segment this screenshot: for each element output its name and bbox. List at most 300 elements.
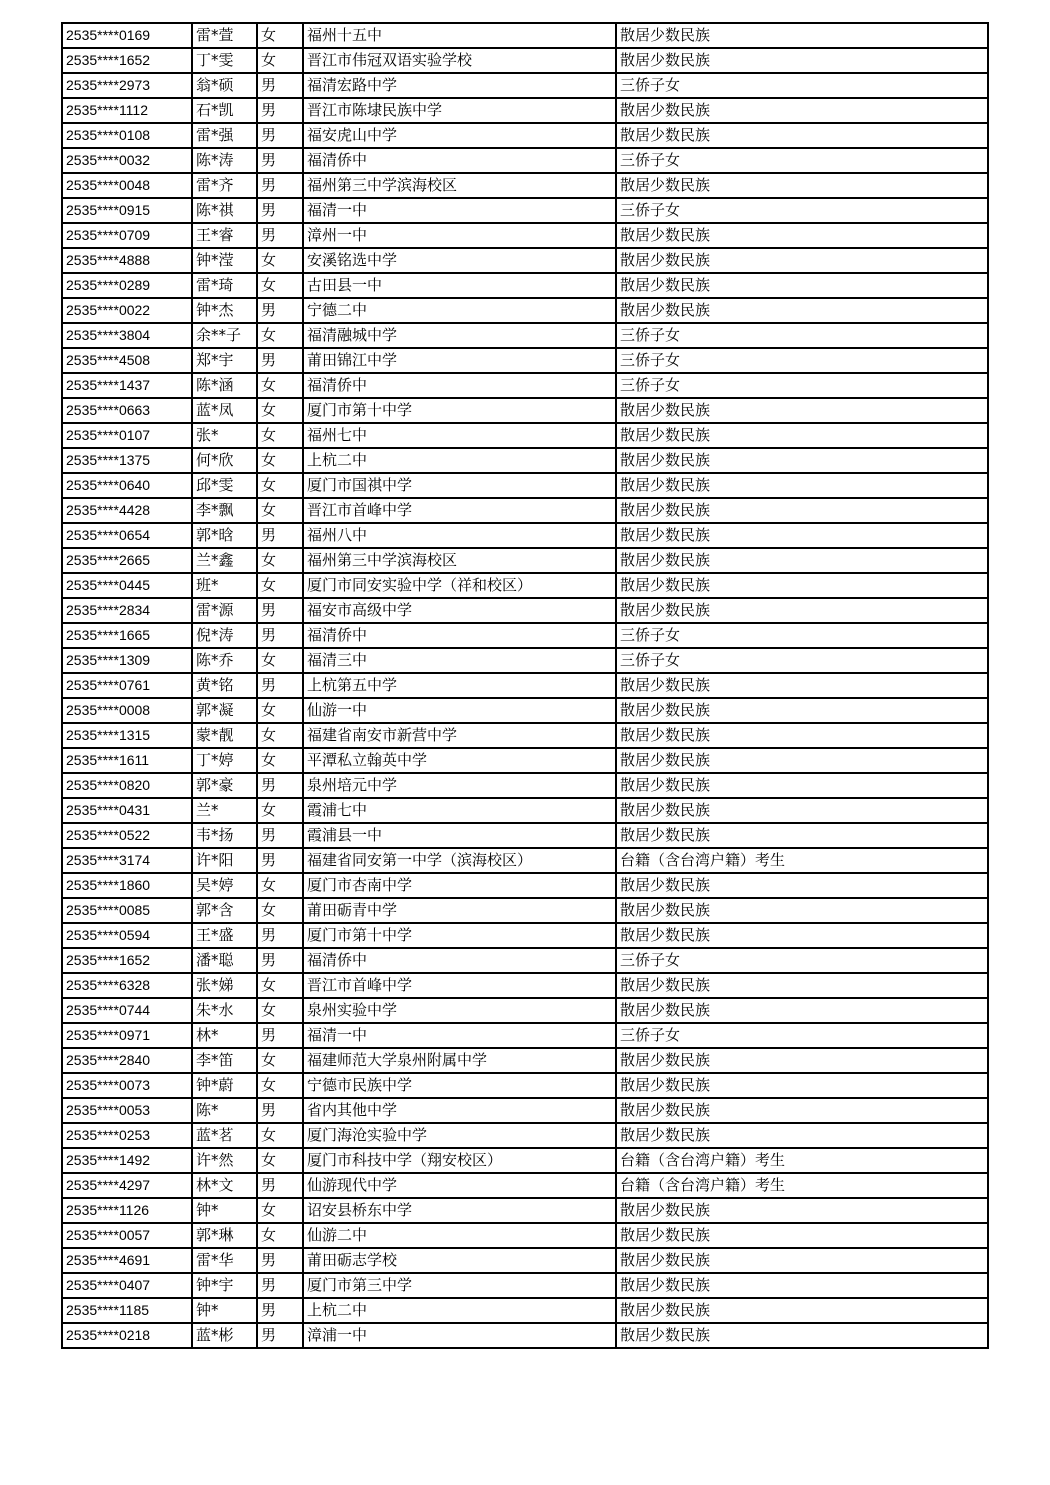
school-cell: 安溪铭选中学 xyxy=(303,248,616,273)
candidate-id-cell: 2535****1611 xyxy=(62,748,192,773)
school-cell: 漳浦一中 xyxy=(303,1323,616,1348)
table-row xyxy=(62,273,988,298)
candidate-id-cell: 2535****0253 xyxy=(62,1123,192,1148)
category-cell: 散居少数民族 xyxy=(616,123,988,148)
school-cell: 福清侨中 xyxy=(303,373,616,398)
category-cell: 散居少数民族 xyxy=(616,273,988,298)
name-cell: 兰* xyxy=(192,798,257,823)
category-cell: 散居少数民族 xyxy=(616,973,988,998)
school-cell: 泉州培元中学 xyxy=(303,773,616,798)
category-cell: 台籍（含台湾户籍）考生 xyxy=(616,1173,988,1198)
category-cell: 台籍（含台湾户籍）考生 xyxy=(616,1148,988,1173)
table-row xyxy=(62,1173,988,1198)
gender-cell: 男 xyxy=(257,1298,303,1323)
table-row xyxy=(62,798,988,823)
candidate-id-cell: 2535****0820 xyxy=(62,773,192,798)
candidate-id-cell: 2535****0744 xyxy=(62,998,192,1023)
gender-cell: 女 xyxy=(257,498,303,523)
category-cell: 散居少数民族 xyxy=(616,873,988,898)
table-row xyxy=(62,723,988,748)
candidate-id-cell: 2535****4297 xyxy=(62,1173,192,1198)
gender-cell: 女 xyxy=(257,798,303,823)
category-cell: 散居少数民族 xyxy=(616,748,988,773)
gender-cell: 男 xyxy=(257,1023,303,1048)
table-row xyxy=(62,173,988,198)
gender-cell: 女 xyxy=(257,273,303,298)
name-cell: 王*盛 xyxy=(192,923,257,948)
gender-cell: 女 xyxy=(257,573,303,598)
table-row xyxy=(62,648,988,673)
candidate-id-cell: 2535****0289 xyxy=(62,273,192,298)
category-cell: 散居少数民族 xyxy=(616,698,988,723)
table-row xyxy=(62,1198,988,1223)
name-cell: 钟*滢 xyxy=(192,248,257,273)
table-row xyxy=(62,473,988,498)
school-cell: 福州第三中学滨海校区 xyxy=(303,548,616,573)
name-cell: 黄*铭 xyxy=(192,673,257,698)
table-row xyxy=(62,448,988,473)
gender-cell: 男 xyxy=(257,1248,303,1273)
school-cell: 福州十五中 xyxy=(303,23,616,48)
gender-cell: 男 xyxy=(257,1323,303,1348)
table-row xyxy=(62,1048,988,1073)
school-cell: 厦门市第十中学 xyxy=(303,923,616,948)
candidate-id-cell: 2535****1112 xyxy=(62,98,192,123)
category-cell: 散居少数民族 xyxy=(616,1298,988,1323)
name-cell: 兰*鑫 xyxy=(192,548,257,573)
candidate-id-cell: 2535****0085 xyxy=(62,898,192,923)
gender-cell: 女 xyxy=(257,1148,303,1173)
category-cell: 三侨子女 xyxy=(616,1023,988,1048)
candidate-id-cell: 2535****3804 xyxy=(62,323,192,348)
category-cell: 散居少数民族 xyxy=(616,248,988,273)
gender-cell: 女 xyxy=(257,648,303,673)
category-cell: 三侨子女 xyxy=(616,948,988,973)
candidate-id-cell: 2535****1309 xyxy=(62,648,192,673)
candidate-id-cell: 2535****0971 xyxy=(62,1023,192,1048)
name-cell: 陈*祺 xyxy=(192,198,257,223)
name-cell: 郑*宇 xyxy=(192,348,257,373)
school-cell: 仙游现代中学 xyxy=(303,1173,616,1198)
name-cell: 雷*源 xyxy=(192,598,257,623)
table-row xyxy=(62,148,988,173)
category-cell: 散居少数民族 xyxy=(616,1098,988,1123)
table-row xyxy=(62,498,988,523)
candidate-id-cell: 2535****0709 xyxy=(62,223,192,248)
candidate-id-cell: 2535****0522 xyxy=(62,823,192,848)
name-cell: 陈*涵 xyxy=(192,373,257,398)
category-cell: 散居少数民族 xyxy=(616,998,988,1023)
gender-cell: 女 xyxy=(257,373,303,398)
table-row xyxy=(62,948,988,973)
candidate-id-cell: 2535****1315 xyxy=(62,723,192,748)
candidate-id-cell: 2535****0008 xyxy=(62,698,192,723)
school-cell: 仙游二中 xyxy=(303,1223,616,1248)
name-cell: 潘*聪 xyxy=(192,948,257,973)
school-cell: 福清融城中学 xyxy=(303,323,616,348)
name-cell: 石*凯 xyxy=(192,98,257,123)
table-row xyxy=(62,1323,988,1348)
gender-cell: 男 xyxy=(257,1098,303,1123)
category-cell: 散居少数民族 xyxy=(616,1073,988,1098)
gender-cell: 男 xyxy=(257,298,303,323)
candidate-id-cell: 2535****0169 xyxy=(62,23,192,48)
gender-cell: 女 xyxy=(257,1048,303,1073)
school-cell: 福州第三中学滨海校区 xyxy=(303,173,616,198)
gender-cell: 女 xyxy=(257,748,303,773)
gender-cell: 女 xyxy=(257,398,303,423)
school-cell: 诏安县桥东中学 xyxy=(303,1198,616,1223)
gender-cell: 女 xyxy=(257,423,303,448)
category-cell: 散居少数民族 xyxy=(616,548,988,573)
gender-cell: 男 xyxy=(257,673,303,698)
category-cell: 三侨子女 xyxy=(616,198,988,223)
gender-cell: 女 xyxy=(257,1123,303,1148)
category-cell: 三侨子女 xyxy=(616,648,988,673)
category-cell: 散居少数民族 xyxy=(616,473,988,498)
school-cell: 古田县一中 xyxy=(303,273,616,298)
candidate-id-cell: 2535****0218 xyxy=(62,1323,192,1348)
candidate-id-cell: 2535****0663 xyxy=(62,398,192,423)
category-cell: 散居少数民族 xyxy=(616,923,988,948)
school-cell: 莆田砺志学校 xyxy=(303,1248,616,1273)
category-cell: 散居少数民族 xyxy=(616,523,988,548)
school-cell: 福安虎山中学 xyxy=(303,123,616,148)
name-cell: 翁*硕 xyxy=(192,73,257,98)
gender-cell: 女 xyxy=(257,448,303,473)
candidate-id-cell: 2535****1375 xyxy=(62,448,192,473)
category-cell: 散居少数民族 xyxy=(616,1198,988,1223)
name-cell: 余**子 xyxy=(192,323,257,348)
category-cell: 三侨子女 xyxy=(616,148,988,173)
gender-cell: 女 xyxy=(257,1223,303,1248)
category-cell: 散居少数民族 xyxy=(616,598,988,623)
candidate-id-cell: 2535****0022 xyxy=(62,298,192,323)
gender-cell: 女 xyxy=(257,873,303,898)
name-cell: 王*睿 xyxy=(192,223,257,248)
gender-cell: 女 xyxy=(257,998,303,1023)
school-cell: 上杭二中 xyxy=(303,1298,616,1323)
category-cell: 散居少数民族 xyxy=(616,573,988,598)
school-cell: 莆田锦江中学 xyxy=(303,348,616,373)
gender-cell: 男 xyxy=(257,948,303,973)
gender-cell: 男 xyxy=(257,1273,303,1298)
category-cell: 散居少数民族 xyxy=(616,1323,988,1348)
gender-cell: 男 xyxy=(257,848,303,873)
table-row xyxy=(62,523,988,548)
category-cell: 散居少数民族 xyxy=(616,498,988,523)
table-row xyxy=(62,1298,988,1323)
table-row xyxy=(62,923,988,948)
candidate-id-cell: 2535****0761 xyxy=(62,673,192,698)
name-cell: 郭*豪 xyxy=(192,773,257,798)
table-row xyxy=(62,1073,988,1098)
name-cell: 班* xyxy=(192,573,257,598)
name-cell: 钟* xyxy=(192,1198,257,1223)
gender-cell: 男 xyxy=(257,348,303,373)
school-cell: 莆田砺青中学 xyxy=(303,898,616,923)
gender-cell: 男 xyxy=(257,598,303,623)
candidate-id-cell: 2535****0073 xyxy=(62,1073,192,1098)
table-row xyxy=(62,248,988,273)
school-cell: 福建省同安第一中学（滨海校区） xyxy=(303,848,616,873)
table-row xyxy=(62,1273,988,1298)
name-cell: 蓝*茗 xyxy=(192,1123,257,1148)
candidate-id-cell: 2535****1652 xyxy=(62,948,192,973)
table-row xyxy=(62,1248,988,1273)
school-cell: 福建省南安市新营中学 xyxy=(303,723,616,748)
school-cell: 厦门海沧实验中学 xyxy=(303,1123,616,1148)
category-cell: 三侨子女 xyxy=(616,323,988,348)
school-cell: 霞浦七中 xyxy=(303,798,616,823)
name-cell: 雷*齐 xyxy=(192,173,257,198)
candidate-id-cell: 2535****0057 xyxy=(62,1223,192,1248)
table-row xyxy=(62,1023,988,1048)
school-cell: 福州七中 xyxy=(303,423,616,448)
table-row xyxy=(62,1223,988,1248)
category-cell: 三侨子女 xyxy=(616,73,988,98)
gender-cell: 男 xyxy=(257,123,303,148)
candidate-id-cell: 2535****0445 xyxy=(62,573,192,598)
gender-cell: 男 xyxy=(257,773,303,798)
table-row xyxy=(62,198,988,223)
school-cell: 宁德市民族中学 xyxy=(303,1073,616,1098)
table-row xyxy=(62,423,988,448)
candidate-id-cell: 2535****0915 xyxy=(62,198,192,223)
category-cell: 散居少数民族 xyxy=(616,1123,988,1148)
candidate-id-cell: 2535****1185 xyxy=(62,1298,192,1323)
table-row xyxy=(62,23,988,48)
name-cell: 李*飘 xyxy=(192,498,257,523)
category-cell: 散居少数民族 xyxy=(616,798,988,823)
gender-cell: 男 xyxy=(257,73,303,98)
candidate-id-cell: 2535****4888 xyxy=(62,248,192,273)
school-cell: 晋江市伟冠双语实验学校 xyxy=(303,48,616,73)
name-cell: 陈*涛 xyxy=(192,148,257,173)
candidate-table xyxy=(61,22,989,1349)
candidate-id-cell: 2535****2840 xyxy=(62,1048,192,1073)
table-row xyxy=(62,398,988,423)
table-row xyxy=(62,748,988,773)
school-cell: 宁德二中 xyxy=(303,298,616,323)
name-cell: 李*笛 xyxy=(192,1048,257,1073)
name-cell: 张* xyxy=(192,423,257,448)
name-cell: 蓝*凤 xyxy=(192,398,257,423)
candidate-id-cell: 2535****1652 xyxy=(62,48,192,73)
name-cell: 陈* xyxy=(192,1098,257,1123)
name-cell: 雷*琦 xyxy=(192,273,257,298)
name-cell: 雷*萱 xyxy=(192,23,257,48)
gender-cell: 女 xyxy=(257,48,303,73)
table-row xyxy=(62,898,988,923)
school-cell: 平潭私立翰英中学 xyxy=(303,748,616,773)
table-row xyxy=(62,673,988,698)
gender-cell: 男 xyxy=(257,98,303,123)
name-cell: 韦*扬 xyxy=(192,823,257,848)
gender-cell: 女 xyxy=(257,698,303,723)
school-cell: 福清侨中 xyxy=(303,623,616,648)
category-cell: 散居少数民族 xyxy=(616,173,988,198)
category-cell: 散居少数民族 xyxy=(616,898,988,923)
school-cell: 晋江市陈埭民族中学 xyxy=(303,98,616,123)
name-cell: 张*娣 xyxy=(192,973,257,998)
gender-cell: 女 xyxy=(257,898,303,923)
category-cell: 散居少数民族 xyxy=(616,1248,988,1273)
school-cell: 福州八中 xyxy=(303,523,616,548)
name-cell: 雷*华 xyxy=(192,1248,257,1273)
gender-cell: 女 xyxy=(257,548,303,573)
candidate-id-cell: 2535****4508 xyxy=(62,348,192,373)
candidate-id-cell: 2535****0048 xyxy=(62,173,192,198)
table-row xyxy=(62,298,988,323)
category-cell: 散居少数民族 xyxy=(616,1223,988,1248)
candidate-id-cell: 2535****3174 xyxy=(62,848,192,873)
school-cell: 厦门市科技中学（翔安校区） xyxy=(303,1148,616,1173)
category-cell: 三侨子女 xyxy=(616,373,988,398)
school-cell: 福安市高级中学 xyxy=(303,598,616,623)
school-cell: 厦门市第十中学 xyxy=(303,398,616,423)
gender-cell: 女 xyxy=(257,973,303,998)
name-cell: 丁*雯 xyxy=(192,48,257,73)
name-cell: 钟* xyxy=(192,1298,257,1323)
table-row xyxy=(62,873,988,898)
table-row xyxy=(62,123,988,148)
category-cell: 三侨子女 xyxy=(616,623,988,648)
school-cell: 福清宏路中学 xyxy=(303,73,616,98)
candidate-id-cell: 2535****2665 xyxy=(62,548,192,573)
name-cell: 林* xyxy=(192,1023,257,1048)
name-cell: 郭*凝 xyxy=(192,698,257,723)
table-row xyxy=(62,848,988,873)
name-cell: 钟*杰 xyxy=(192,298,257,323)
name-cell: 丁*婷 xyxy=(192,748,257,773)
name-cell: 雷*强 xyxy=(192,123,257,148)
school-cell: 仙游一中 xyxy=(303,698,616,723)
candidate-id-cell: 2535****0431 xyxy=(62,798,192,823)
candidate-id-cell: 2535****6328 xyxy=(62,973,192,998)
name-cell: 钟*宇 xyxy=(192,1273,257,1298)
candidate-id-cell: 2535****1860 xyxy=(62,873,192,898)
school-cell: 福建师范大学泉州附属中学 xyxy=(303,1048,616,1073)
school-cell: 上杭第五中学 xyxy=(303,673,616,698)
school-cell: 厦门市国祺中学 xyxy=(303,473,616,498)
gender-cell: 男 xyxy=(257,523,303,548)
gender-cell: 男 xyxy=(257,198,303,223)
category-cell: 散居少数民族 xyxy=(616,1048,988,1073)
name-cell: 许*然 xyxy=(192,1148,257,1173)
category-cell: 散居少数民族 xyxy=(616,223,988,248)
gender-cell: 女 xyxy=(257,248,303,273)
name-cell: 郭*晗 xyxy=(192,523,257,548)
gender-cell: 女 xyxy=(257,473,303,498)
name-cell: 郭*琳 xyxy=(192,1223,257,1248)
table-row xyxy=(62,998,988,1023)
school-cell: 漳州一中 xyxy=(303,223,616,248)
gender-cell: 男 xyxy=(257,923,303,948)
name-cell: 林*文 xyxy=(192,1173,257,1198)
category-cell: 散居少数民族 xyxy=(616,1273,988,1298)
table-row xyxy=(62,323,988,348)
table-row xyxy=(62,98,988,123)
school-cell: 泉州实验中学 xyxy=(303,998,616,1023)
category-cell: 散居少数民族 xyxy=(616,773,988,798)
school-cell: 省内其他中学 xyxy=(303,1098,616,1123)
gender-cell: 男 xyxy=(257,148,303,173)
category-cell: 散居少数民族 xyxy=(616,673,988,698)
school-cell: 晋江市首峰中学 xyxy=(303,498,616,523)
name-cell: 许*阳 xyxy=(192,848,257,873)
candidate-id-cell: 2535****2834 xyxy=(62,598,192,623)
category-cell: 三侨子女 xyxy=(616,348,988,373)
name-cell: 蓝*彬 xyxy=(192,1323,257,1348)
school-cell: 福清一中 xyxy=(303,198,616,223)
category-cell: 散居少数民族 xyxy=(616,98,988,123)
table-row xyxy=(62,373,988,398)
gender-cell: 女 xyxy=(257,723,303,748)
name-cell: 陈*乔 xyxy=(192,648,257,673)
gender-cell: 男 xyxy=(257,1173,303,1198)
table-row xyxy=(62,773,988,798)
school-cell: 晋江市首峰中学 xyxy=(303,973,616,998)
gender-cell: 男 xyxy=(257,823,303,848)
name-cell: 倪*涛 xyxy=(192,623,257,648)
table-row xyxy=(62,1148,988,1173)
category-cell: 散居少数民族 xyxy=(616,48,988,73)
gender-cell: 男 xyxy=(257,623,303,648)
candidate-id-cell: 2535****0108 xyxy=(62,123,192,148)
name-cell: 邱*雯 xyxy=(192,473,257,498)
table-row xyxy=(62,48,988,73)
candidate-id-cell: 2535****2973 xyxy=(62,73,192,98)
table-row xyxy=(62,823,988,848)
table-row xyxy=(62,73,988,98)
table-row xyxy=(62,698,988,723)
candidate-id-cell: 2535****1126 xyxy=(62,1198,192,1223)
candidate-id-cell: 2535****4428 xyxy=(62,498,192,523)
school-cell: 厦门市同安实验中学（祥和校区） xyxy=(303,573,616,598)
school-cell: 福清三中 xyxy=(303,648,616,673)
table-row xyxy=(62,973,988,998)
gender-cell: 女 xyxy=(257,1073,303,1098)
candidate-id-cell: 2535****0407 xyxy=(62,1273,192,1298)
candidate-id-cell: 2535****4691 xyxy=(62,1248,192,1273)
gender-cell: 男 xyxy=(257,223,303,248)
name-cell: 何*欣 xyxy=(192,448,257,473)
table-row xyxy=(62,598,988,623)
table-row xyxy=(62,623,988,648)
gender-cell: 女 xyxy=(257,323,303,348)
school-cell: 福清侨中 xyxy=(303,148,616,173)
category-cell: 散居少数民族 xyxy=(616,23,988,48)
candidate-id-cell: 2535****1665 xyxy=(62,623,192,648)
gender-cell: 女 xyxy=(257,1198,303,1223)
table-row xyxy=(62,548,988,573)
category-cell: 散居少数民族 xyxy=(616,448,988,473)
candidate-id-cell: 2535****0594 xyxy=(62,923,192,948)
name-cell: 吴*婷 xyxy=(192,873,257,898)
school-cell: 厦门市杏南中学 xyxy=(303,873,616,898)
candidate-id-cell: 2535****0032 xyxy=(62,148,192,173)
category-cell: 散居少数民族 xyxy=(616,298,988,323)
table-row xyxy=(62,1098,988,1123)
gender-cell: 男 xyxy=(257,173,303,198)
name-cell: 郭*含 xyxy=(192,898,257,923)
candidate-table-body xyxy=(62,23,988,1348)
gender-cell: 女 xyxy=(257,23,303,48)
candidate-id-cell: 2535****0107 xyxy=(62,423,192,448)
category-cell: 台籍（含台湾户籍）考生 xyxy=(616,848,988,873)
school-cell: 厦门市第三中学 xyxy=(303,1273,616,1298)
